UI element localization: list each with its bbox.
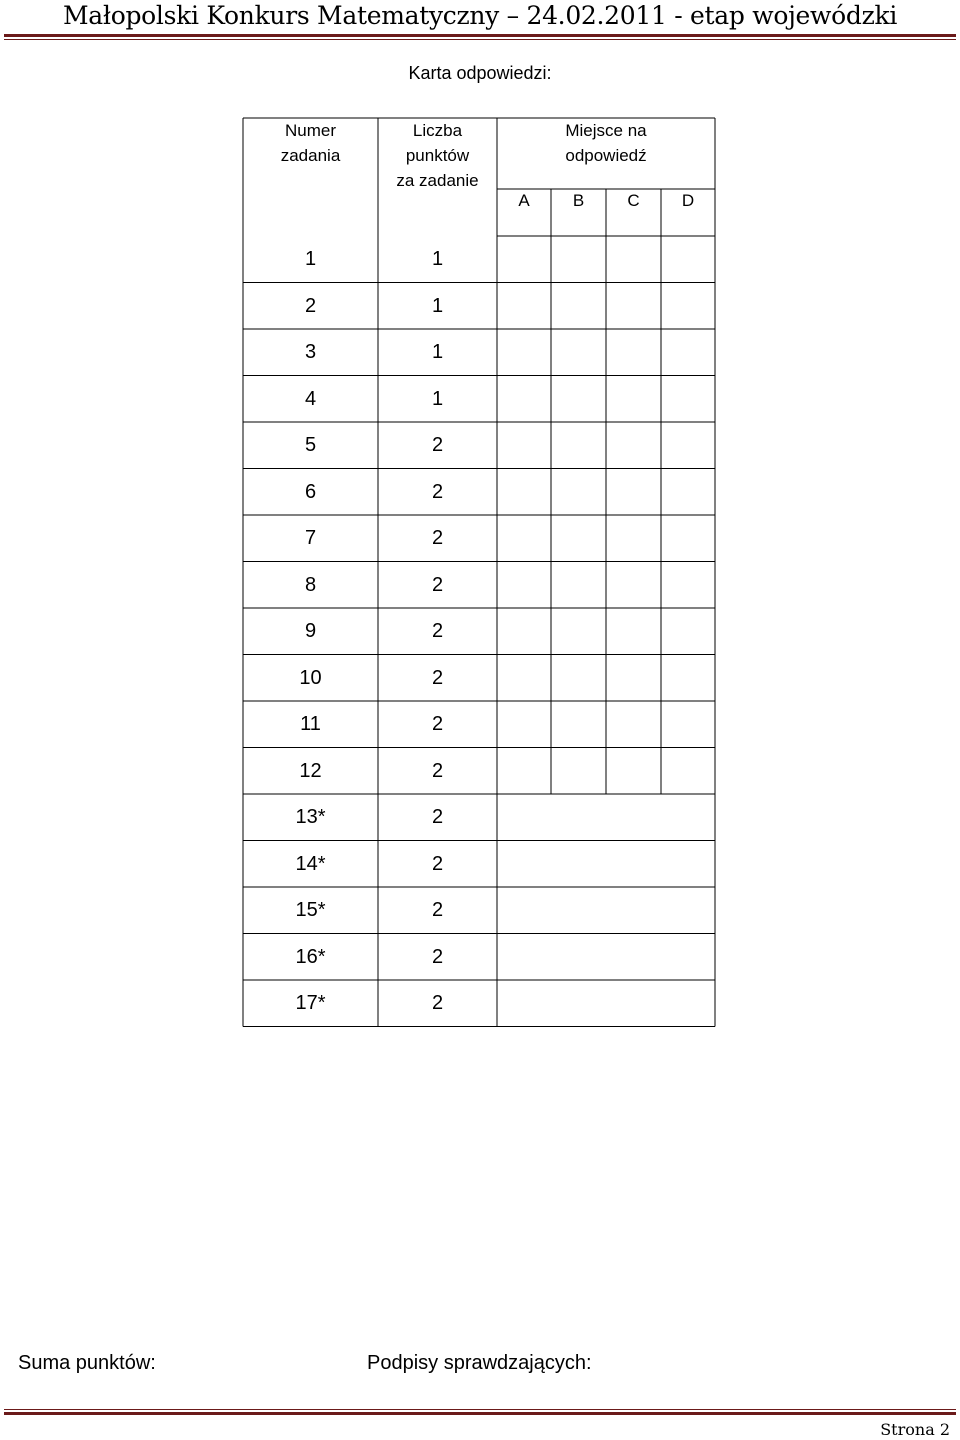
header-task-number — [243, 118, 378, 168]
page-number: Strona 2 — [880, 1420, 950, 1439]
points-cell: 1 — [431, 294, 444, 317]
task-number-cell: 9 — [304, 620, 317, 642]
document-header-title: Małopolski Konkurs Matematyczny – 24.02.2011 - etap wojewódzki — [62, 1, 898, 30]
task-number-cell: 11 — [300, 713, 321, 735]
footer-rule-thick — [4, 1412, 956, 1415]
header-answer-area — [497, 118, 715, 168]
task-number-cell: 4 — [304, 387, 317, 410]
header-points-line2: punktów — [405, 146, 470, 165]
points-cell: 2 — [431, 620, 444, 642]
signatures-label: Podpisy sprawdzających: — [367, 1352, 592, 1374]
points-cell: 2 — [431, 666, 444, 689]
points-cell: 2 — [431, 852, 444, 875]
points-cell: 2 — [431, 806, 444, 828]
answer-card-title: Karta odpowiedzi: — [408, 63, 552, 83]
task-number-cell: 10 — [299, 666, 322, 689]
points-cell: 2 — [431, 527, 444, 549]
task-number-cell: 8 — [304, 573, 317, 596]
header-answer-area-line2: odpowiedź — [565, 146, 647, 165]
sum-points-label: Suma punktów: — [18, 1352, 156, 1374]
task-number-cell: 6 — [304, 480, 317, 503]
task-number-cell: 17* — [295, 992, 326, 1014]
task-number-cell: 14* — [295, 852, 326, 875]
task-number-cell: 7 — [304, 527, 317, 549]
option-label-d: D — [681, 191, 695, 210]
option-label-a: A — [518, 191, 530, 210]
option-label-c: C — [627, 191, 640, 210]
points-cell: 1 — [431, 387, 444, 410]
header-task-number-line2: zadania — [280, 146, 341, 165]
task-number-cell: 13* — [295, 806, 326, 828]
points-cell: 2 — [431, 992, 444, 1014]
header-task-number-line1: Numer — [284, 121, 336, 140]
task-number-cell: 5 — [304, 434, 317, 456]
header-points-line1: Liczba — [412, 121, 463, 140]
task-number-cell: 16* — [295, 945, 326, 968]
header-points — [378, 118, 497, 193]
footer-rule-thin — [4, 1409, 956, 1410]
task-number-cell: 2 — [304, 294, 317, 317]
points-cell: 2 — [431, 573, 444, 596]
task-number-cell: 15* — [295, 899, 326, 921]
task-number-cell: 3 — [304, 341, 317, 363]
points-cell: 2 — [431, 713, 444, 735]
points-cell: 2 — [431, 945, 444, 968]
points-cell: 1 — [431, 341, 444, 363]
points-cell: 2 — [431, 434, 444, 456]
option-label-b: B — [572, 191, 585, 210]
points-cell: 2 — [431, 899, 444, 921]
header-answer-area-line1: Miejsce na — [565, 121, 647, 140]
points-cell: 2 — [431, 759, 444, 782]
points-cell: 1 — [431, 248, 444, 270]
points-cell: 2 — [431, 480, 444, 503]
header-points-line3: za zadanie — [396, 171, 479, 190]
task-number-cell: 1 — [304, 248, 317, 270]
task-number-cell: 12 — [299, 759, 322, 782]
